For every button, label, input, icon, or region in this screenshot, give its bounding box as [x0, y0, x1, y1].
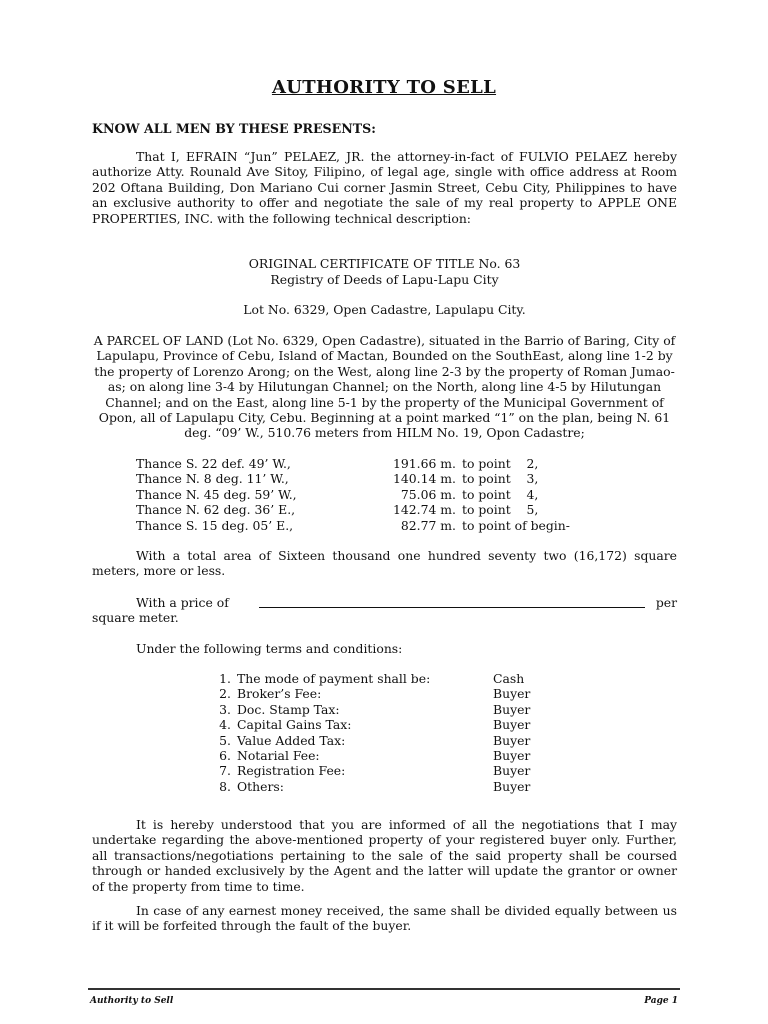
lot-line: Lot No. 6329, Open Cadastre, Lapulapu City. — [243, 302, 526, 317]
bearing-row — [136, 456, 616, 471]
term-item — [213, 686, 573, 701]
term-number: 1. — [219, 671, 231, 686]
negotiations-paragraph: It is hereby understood that you are informed of all the negotiations that I may undertake regarding the above-mentioned property of your registered buyer only. Further, all transactions/negotiations pertaining to the sale of the said property shall be coursed through or handed exclusively by the Agent and the latter will update the grantor or owner of the property from time to time. — [92, 817, 677, 894]
page-footer — [88, 988, 680, 1006]
bearing-distance: 142.74 m. — [393, 502, 456, 518]
term-number: 7. — [219, 763, 231, 779]
bearing-distance: 140.14 m. — [393, 471, 456, 487]
bearing-point: to point 2, — [462, 456, 539, 471]
bearing-direction: Thance S. 22 def. 49’ W., — [136, 456, 291, 471]
term-value: Buyer — [493, 778, 531, 794]
bearing-distance: 82.77 m. — [400, 517, 456, 533]
bearings-table — [136, 456, 616, 533]
term-label: Capital Gains Tax: — [237, 717, 352, 733]
term-item — [213, 733, 573, 748]
term-number: 3. — [219, 701, 231, 717]
term-item — [213, 671, 573, 686]
term-label: Broker’s Fee: — [237, 686, 322, 702]
term-label: Doc. Stamp Tax: — [237, 701, 340, 717]
bearing-direction: Thance N. 45 deg. 59’ W., — [136, 486, 297, 502]
term-label: Notarial Fee: — [237, 747, 320, 763]
registry-line: Registry of Deeds of Lapu-Lapu City — [270, 272, 499, 287]
term-label: Value Added Tax: — [237, 732, 346, 748]
term-number: 5. — [219, 732, 231, 748]
terms-intro: Under the following terms and conditions: — [136, 641, 403, 656]
term-item — [213, 717, 573, 732]
bearing-point: to point 5, — [462, 502, 539, 518]
term-value: Buyer — [493, 763, 531, 779]
bearing-distance: 191.66 m. — [393, 456, 456, 471]
bearing-direction: Thance N. 8 deg. 11’ W., — [136, 471, 289, 487]
footer-doc-title: Authority to Sell — [90, 996, 174, 1006]
term-value: Buyer — [493, 686, 531, 702]
term-item — [213, 748, 573, 763]
bearing-row — [136, 502, 616, 517]
term-value: Buyer — [493, 732, 531, 748]
certificate-title: ORIGINAL CERTIFICATE OF TITLE No. 63 — [248, 256, 521, 271]
bearing-direction: Thance S. 15 deg. 05’ E., — [136, 517, 294, 533]
term-value: Buyer — [493, 701, 531, 717]
intro-paragraph: That I, EFRAIN “Jun” PELAEZ, JR. the attorney-in-fact of FULVIO PELAEZ hereby authorize Atty. Rounald Ave Sitoy, Filipino, of legal age, single with office address at Room 202 Oftana Building, Don Mariano Cui corner Jasmin Street, Cebu City, Philippines to have an exclusive authority to offer and negotiate the sale of my real property to APPLE ONE PROPERTIES, INC. with the following technical description: — [92, 149, 677, 226]
price-prefix: With a price of — [136, 595, 229, 610]
term-item — [213, 702, 573, 717]
term-label: Registration Fee: — [237, 763, 346, 779]
term-value: Buyer — [493, 717, 531, 733]
document-title: AUTHORITY TO SELL — [271, 77, 497, 98]
bearing-point: to point 4, — [462, 486, 539, 502]
opening-heading: KNOW ALL MEN BY THESE PRESENTS: — [92, 121, 376, 136]
bearing-direction: Thance N. 62 deg. 36’ E., — [136, 502, 296, 518]
terms-list — [213, 671, 573, 794]
price-suffix: per — [655, 595, 677, 610]
price-blank-line[interactable] — [259, 595, 645, 608]
footer-page-number: Page 1 — [644, 996, 678, 1006]
term-number: 2. — [219, 686, 231, 702]
price-paragraph — [92, 595, 677, 626]
term-number: 6. — [219, 747, 231, 763]
term-item — [213, 779, 573, 794]
bearing-distance: 75.06 m. — [400, 486, 456, 502]
bearing-row — [136, 518, 616, 533]
price-unit: square meter. — [92, 610, 179, 626]
term-label: The mode of payment shall be: — [237, 671, 431, 686]
term-label: Others: — [237, 778, 284, 794]
bearing-point: to point of begin- — [462, 517, 570, 533]
term-number: 4. — [219, 717, 231, 733]
bearing-point: to point 3, — [462, 471, 539, 487]
earnest-money-paragraph: In case of any earnest money received, the same shall be divided equally between us if it will be forfeited through the fault of the buyer. — [92, 903, 677, 934]
area-paragraph: With a total area of Sixteen thousand one hundred seventy two (16,172) square meters, more or less. — [92, 548, 677, 579]
bearing-row — [136, 471, 616, 486]
term-item — [213, 763, 573, 778]
bearing-row — [136, 487, 616, 502]
term-value: Cash — [493, 671, 525, 686]
term-number: 8. — [219, 778, 231, 794]
parcel-description: A PARCEL OF LAND (Lot No. 6329, Open Cadastre), situated in the Barrio of Baring, City of Lapulapu, Province of Cebu, Island of Mactan, Bounded on the SouthEast, along line 1-2 by the property of Lorenzo Arong; on the West, along line 2-3 by the property of Roman Jumao-as; on along line 3-4 by Hilutungan Channel; on the North, along line 4-5 by Hilutungan Channel; and on the East, along line 5-1 by the property of the Municipal Government of Opon, all of Lapulapu City, Cebu. Beginning at a point marked “1” on the plan, being N. 61 deg. “09’ W., 510.76 meters from HILM No. 19, Opon Cadastre; — [93, 333, 676, 441]
term-value: Buyer — [493, 747, 531, 763]
